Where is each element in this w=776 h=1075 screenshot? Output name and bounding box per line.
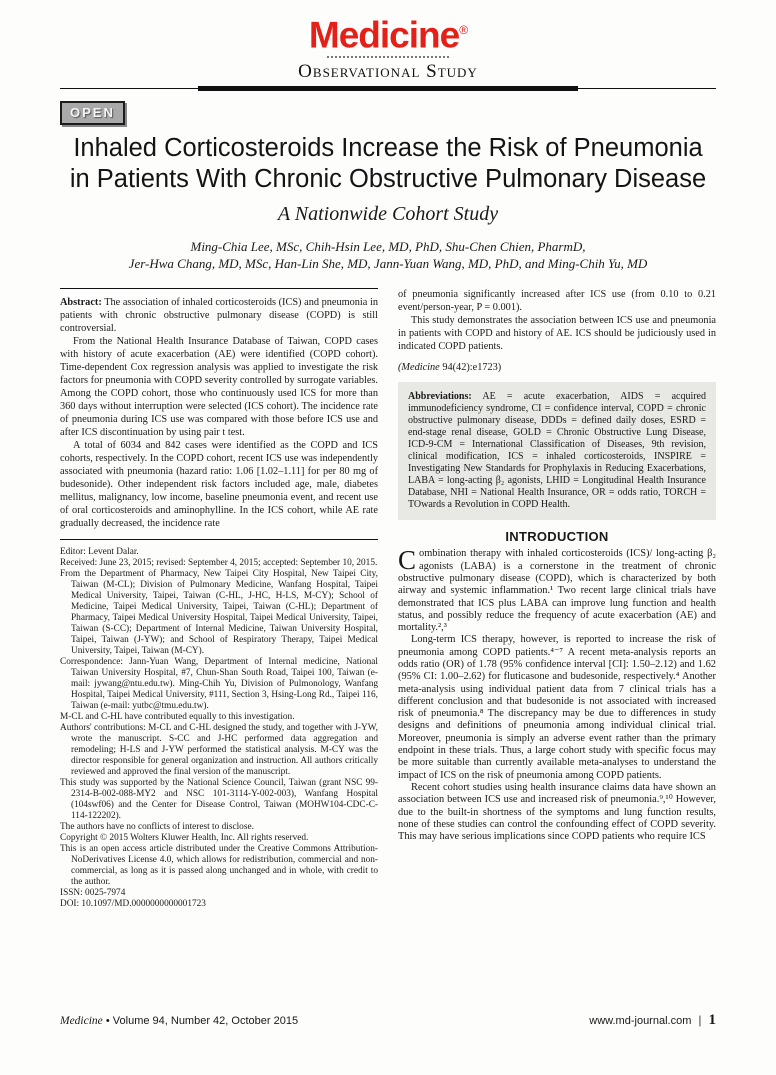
right-column [398, 288, 716, 1014]
header-rule [60, 86, 716, 91]
journal-name: Medicine [308, 14, 460, 56]
footnote-funding: This study was supported by the National Science Council, Taiwan (grant NSC 99-2314-B-002-088-MY2 and NSC 101-3114-Y-002-003), Wanfang Hospital (104swf06) and the Center for Disease Control, Taiwan (MOHW104-CDC-C-114-122202). [60, 778, 378, 822]
article-citation [398, 362, 716, 373]
citation-volume: 94(42):e1723) [439, 362, 502, 374]
registered-trademark-icon: ® [459, 23, 468, 37]
footer-journal-name: Medicine [60, 1015, 103, 1027]
authors-line-1: Ming-Chia Lee, MSc, Chih-Hsin Lee, MD, PhD, Shu-Chen Chien, PharmD, [190, 239, 586, 255]
footnote-author-contributions: Authors' contributions: M-CL and C-HL designed the study, and together with J-YW, wrote the manuscript. S-CC and J-HC performed data aggregation and remodeling; H-LS and J-YW performed the statistical analysis. M-CY was the director responsible for general organization and instruction. All authors critically reviewed and approved the final version of the manuscript. [60, 723, 378, 778]
footnote-affiliations: From the Department of Pharmacy, New Taipei City Hospital, New Taipei City, Taiwan (M-CL); Division of Pulmonary Medicine, Wanfang Hospital, Taipei Medical University, Taipei, Taiwan (C-HL, J-HC, H-LS, M-CY); School of Medicine, Taipei Medical University, Taipei, Taiwan (C-HL); Department of Pharmacy, Taipei Medical University Hospital, Taipei Medical University, Taipei, Taiwan (S-CC); Department of Internal Medicine, Taiwan University Hospital, Taipei, Taiwan (J-YW); and School of Respiratory Therapy, Taipei Medical University, Taipei, Taiwan (M-CY). [60, 569, 378, 657]
footnote-doi: DOI: 10.1097/MD.0000000000001723 [60, 899, 206, 910]
footer-website-link[interactable]: www.md-journal.com [589, 1015, 692, 1027]
introduction-paragraph-3: Recent cohort studies using health insurance claims data have shown an association between ICS use and increased risk of pneumonia.⁹,¹⁰ However, due to the built-in shortness of the symptoms and lung function results, none of these studies can control the confounding effect of COPD severity. This may have serious implications since COPD patients who require ICS [398, 781, 716, 843]
abstract-paragraph-1 [60, 296, 378, 335]
abstract-label: Abstract: [60, 297, 102, 309]
footer-bullet: • [105, 1015, 110, 1027]
article-type-label: Observational Study [298, 61, 478, 83]
header-rule-thick [198, 86, 578, 91]
footnotes-block [60, 547, 378, 910]
introduction-paragraph-1 [398, 545, 716, 634]
citation-journal: (Medicine [398, 362, 440, 374]
abstract-top-rule [60, 288, 378, 289]
author-list [60, 238, 716, 272]
footnote-conflicts: The authors have no conflicts of interest to disclose. [60, 822, 254, 833]
journal-logo [60, 10, 716, 55]
footnote-equal-contribution: M-CL and C-HL have contributed equally to this investigation. [60, 712, 295, 723]
introduction-heading: INTRODUCTION [505, 529, 609, 545]
abstract-paragraph-3: A total of 6034 and 842 cases were identified as the COPD and ICS cohorts, respectively. In the COPD cohort, recent ICS use was independently associated with pneumonia (hazard ratio: 1.06 [1.02–1.11] for per 80 mg of budesonide). Other independent risk factors included age, male, diabetes mellitus, malignancy, low income, baseline pneumonia event, and recent use of oral corticosteroids and aminophylline. In the ICS cohort, while AE rate gradually decreased, the incidence rate [60, 440, 378, 530]
article-subtitle: A Nationwide Cohort Study [277, 203, 499, 226]
logo-dotted-rule [327, 56, 449, 58]
footnote-rule [60, 539, 378, 540]
drop-cap: C [398, 545, 417, 576]
footer-volume-text: Volume 94, Number 42, October 2015 [112, 1015, 299, 1027]
footer-separator: | [698, 1013, 702, 1027]
footnote-correspondence: Correspondence: Jann-Yuan Wang, Department of Internal medicine, National Taiwan University Hospital, #7, Chun-Shan South Road, Taipei 100, Taiwan (e-mail: jywang@ntu.edu.tw). Ming-Chih Yu, Division of Pulmonology, Wanfang Hospital, Taipei Medical University, #111, Section 3, Hsing-Long Rd., Taipei 116, Taiwan (e-mail: yutbc@tmu.edu.tw). [60, 657, 378, 712]
two-column-body [60, 288, 716, 1014]
introduction-paragraph-2: Long-term ICS therapy, however, is reported to increase the risk of pneumonia among COPD patients.⁴⁻⁷ A recent meta-analysis reports an odds ratio (OR) of 1.78 (95% confidence interval [CI]: 1.50–2.12) and 1.62 (95% CI: 1.00–2.62) for fluticasone and budesonide, respectively.⁴ Another meta-analysis using individual patient data from 7 clinical trials has a different conclusion and that budesonide is not associated with increased risk of pneumonia.⁸ The discrepancy may be due to differences in study designs and definitions of pneumonia among individual clinical trial. Moreover, pneumonia is simply an adverse event rather than the primary endpoint in these trials. Thus, a large cohort study with specific focus may be more suitable than currently available meta-analyses to understand the impact of ICS on the risk of pneumonia among COPD patients. [398, 634, 716, 781]
introduction-paragraph-1-text: ombination therapy with inhaled corticosteroids (ICS)/ long-acting β₂ agonists (LABA) is a cornerstone in the treatment of chronic obstructive pulmonary disease (COPD), which is characterized by both airway and systemic inflammation.¹ Two recent large clinical trials have demonstrated that ICS plus LABA can improve lung function and health status, and possibly reduce the frequency of acute exacerbation (AE) and mortality.²,³ [398, 548, 716, 634]
footnote-received-dates: Received: June 23, 2015; revised: September 4, 2015; accepted: September 10, 2015. [60, 558, 378, 569]
page-footer [60, 1012, 716, 1029]
abbreviations-label: Abbreviations: [408, 391, 472, 403]
footnote-editor: Editor: Levent Dalar. [60, 547, 139, 558]
footer-issue-info [60, 1015, 298, 1027]
footnote-issn: ISSN: 0025-7974 [60, 888, 126, 899]
footer-site-page [589, 1012, 716, 1029]
abbreviations-box [398, 382, 716, 520]
authors-line-2: Jer-Hwa Chang, MD, MSc, Han-Lin She, MD, Jann-Yuan Wang, MD, PhD, and Ming-Chih Yu, MD [128, 256, 648, 272]
article-title: Inhaled Corticosteroids Increase the Risk of Pneumonia in Patients With Chronic Obstructive Pulmonary Disease [69, 134, 707, 194]
abstract-paragraph-1-text: The association of inhaled corticosteroids (ICS) and pneumonia in patients with chronic obstructive pulmonary disease (COPD) is still controversial. [60, 297, 378, 335]
footer-page-number: 1 [708, 1012, 716, 1028]
abstract-paragraph-4: of pneumonia significantly increased after ICS use (from 0.10 to 0.21 event/person-year, P = 0.001). [398, 289, 716, 314]
footnote-license: This is an open access article distributed under the Creative Commons Attribution-NoDerivatives License 4.0, which allows for redistribution, commercial and non-commercial, as long as it is passed along unchanged and in whole, with credit to the author. [60, 844, 378, 888]
open-badge-row [60, 91, 716, 125]
abstract-paragraph-5: This study demonstrates the association between ICS use and pneumonia in patients with COPD and history of AE. ICS should be judiciously used in indicated COPD patients. [398, 315, 716, 353]
open-access-badge[interactable]: OPEN [60, 101, 125, 125]
left-column [60, 288, 378, 1014]
footnote-copyright: Copyright © 2015 Wolters Kluwer Health, Inc. All rights reserved. [60, 833, 309, 844]
abstract-paragraph-2: From the National Health Insurance Database of Taiwan, COPD cases with history of acute exacerbation (AE) were identified (COPD cohort). Time-dependent Cox regression analysis was applied to investigate the risk factors for pneumonia with COPD severity controlled by surrogate variables. Among the COPD cohort, those who continuously used ICS for more than 360 days without interruption were selected (ICS cohort). The incidence rate of pneumonia during ICS use was compared with those before ICS use and after ICS discontinuation by using pair t test. [60, 336, 378, 439]
abbreviations-text: AE = acute exacerbation, AIDS = acquired immunodeficiency syndrome, CI = confidence interval, COPD = chronic obstructive pulmonary disease, DDDs = defined daily doses, ESRD = end-stage renal disease, GOLD = Chronic Obstructive Lung Disease, ICD-9-CM = International Classification of Diseases, 9th revision, clinical modification, ICS = inhaled corticosteroids, INSPIRE = Investigating New Standards for Prophylaxis in Reducing Exacerbations, LABA = long-acting β₂ agonists, LHID = Longitudinal Health Insurance Database, NHI = National Health Insurance, OR = odds ratio, TORCH = TOwards a Revolution in COPD Health. [408, 391, 706, 511]
masthead [60, 0, 716, 91]
